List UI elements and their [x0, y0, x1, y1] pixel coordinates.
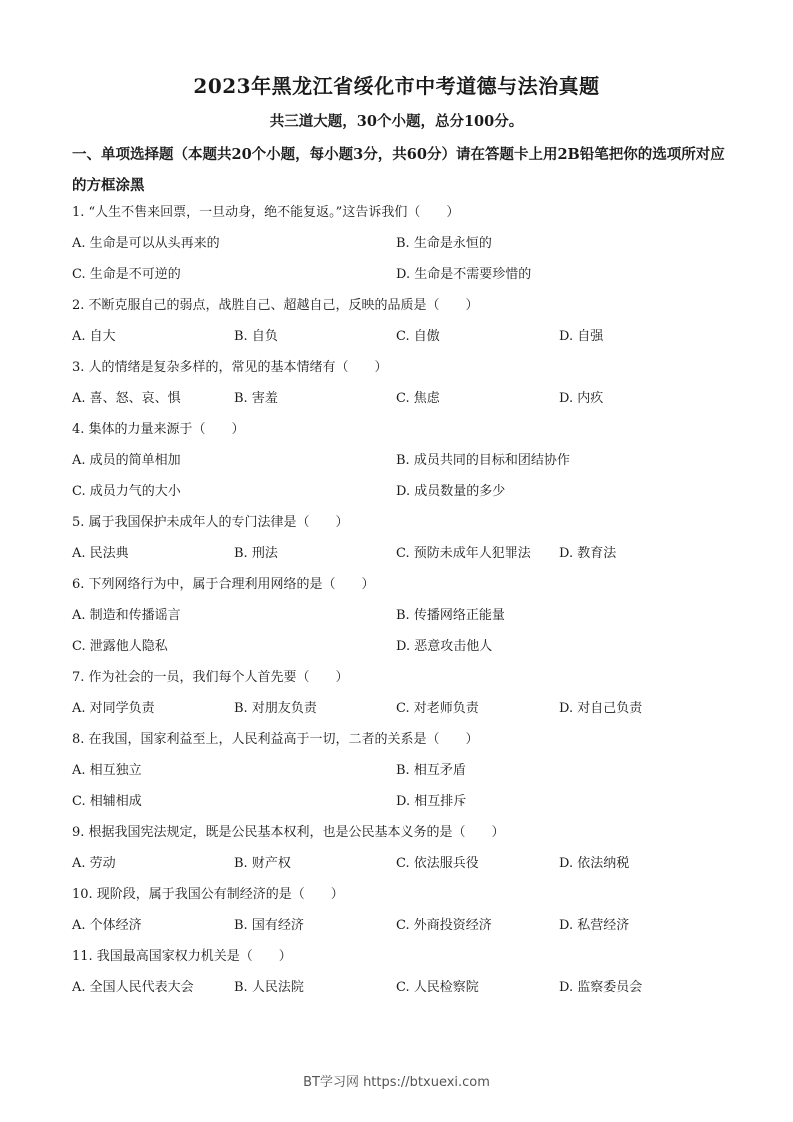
answer-option: C. 焦虑	[396, 391, 440, 406]
options-row	[72, 848, 732, 879]
answer-option: B. 国有经济	[234, 918, 304, 933]
section-heading: 一、单项选择题（本题共20个小题，每小题3分，共60分）请在答题卡上用2B铅笔把你的选项所对应的方框涂黑	[72, 146, 725, 194]
question-stem: 7. 作为社会的一员，我们每个人首先要（ ）	[72, 670, 349, 685]
options-row	[72, 786, 732, 817]
answer-option: B. 相互矛盾	[396, 763, 466, 778]
question-stem: 9. 根据我国宪法规定，既是公民基本权利，也是公民基本义务的是（ ）	[72, 825, 505, 840]
answer-option: B. 刑法	[234, 546, 278, 561]
answer-option: D. 成员数量的多少	[396, 484, 506, 499]
answer-option: B. 自负	[234, 329, 278, 344]
question-list	[72, 197, 732, 1003]
answer-option: B. 人民法院	[234, 980, 304, 995]
answer-option: A. 劳动	[72, 856, 116, 871]
answer-option: A. 喜、怒、哀、惧	[72, 391, 181, 406]
answer-option: D. 监察委员会	[559, 980, 643, 995]
question-stem: 6. 下列网络行为中，属于合理利用网络的是（ ）	[72, 577, 375, 592]
options-row	[72, 693, 732, 724]
options-row	[72, 228, 732, 259]
answer-option: D. 对自己负责	[559, 701, 643, 716]
answer-option: C. 生命是不可逆的	[72, 267, 181, 282]
options-row	[72, 383, 732, 414]
answer-option: B. 成员共同的目标和团结协作	[396, 453, 570, 468]
answer-option: C. 对老师负责	[396, 701, 479, 716]
options-row	[72, 755, 732, 786]
answer-option: D. 生命是不需要珍惜的	[396, 267, 532, 282]
question-stem: 4. 集体的力量来源于（ ）	[72, 422, 245, 437]
answer-option: C. 依法服兵役	[396, 856, 479, 871]
options-row	[72, 600, 732, 631]
options-row	[72, 972, 732, 1003]
options-row	[72, 538, 732, 569]
question-stem: 2. 不断克服自己的弱点，战胜自己、超越自己，反映的品质是（ ）	[72, 298, 479, 313]
answer-option: C. 泄露他人隐私	[72, 639, 168, 654]
answer-option: A. 个体经济	[72, 918, 142, 933]
answer-option: C. 成员力气的大小	[72, 484, 181, 499]
answer-option: A. 相互独立	[72, 763, 142, 778]
watermark-footer: BT学习网 https://btxuexi.com	[303, 1075, 490, 1090]
answer-option: C. 人民检察院	[396, 980, 479, 995]
answer-option: B. 害羞	[234, 391, 278, 406]
answer-option: A. 对同学负责	[72, 701, 155, 716]
answer-option: A. 自大	[72, 329, 116, 344]
answer-option: A. 生命是可以从头再来的	[72, 236, 220, 251]
answer-option: D. 恶意攻击他人	[396, 639, 493, 654]
options-row	[72, 476, 732, 507]
answer-option: C. 相辅相成	[72, 794, 142, 809]
answer-option: C. 自傲	[396, 329, 440, 344]
answer-option: B. 生命是永恒的	[396, 236, 492, 251]
question-stem: 8. 在我国，国家利益至上，人民利益高于一切，二者的关系是（ ）	[72, 732, 479, 747]
options-row	[72, 631, 732, 662]
answer-option: B. 对朋友负责	[234, 701, 317, 716]
answer-option: D. 私营经济	[559, 918, 630, 933]
answer-option: B. 财产权	[234, 856, 291, 871]
options-row	[72, 445, 732, 476]
answer-option: A. 制造和传播谣言	[72, 608, 181, 623]
answer-option: D. 依法纳税	[559, 856, 630, 871]
exam-summary: 共三道大题，30个小题，总分100分。	[269, 113, 524, 130]
question-stem: 11. 我国最高国家权力机关是（ ）	[72, 949, 292, 964]
answer-option: D. 自强	[559, 329, 604, 344]
answer-option: D. 教育法	[559, 546, 617, 561]
question-stem: 5. 属于我国保护未成年人的专门法律是（ ）	[72, 515, 349, 530]
question-stem: 3. 人的情绪是复杂多样的，常见的基本情绪有（ ）	[72, 360, 388, 375]
answer-option: D. 相互排斥	[396, 794, 467, 809]
page-title: 2023年黑龙江省绥化市中考道德与法治真题	[193, 74, 600, 98]
answer-option: A. 成员的简单相加	[72, 453, 181, 468]
answer-option: B. 传播网络正能量	[396, 608, 505, 623]
options-row	[72, 321, 732, 352]
options-row	[72, 259, 732, 290]
question-stem: 10. 现阶段，属于我国公有制经济的是（ ）	[72, 887, 344, 902]
answer-option: C. 预防未成年人犯罪法	[396, 546, 531, 561]
options-row	[72, 910, 732, 941]
answer-option: C. 外商投资经济	[396, 918, 492, 933]
answer-option: D. 内疚	[559, 391, 604, 406]
answer-option: A. 全国人民代表大会	[72, 980, 194, 995]
answer-option: A. 民法典	[72, 546, 129, 561]
question-stem: 1. “人生不售来回票，一旦动身，绝不能复返。”这告诉我们（ ）	[72, 205, 460, 220]
